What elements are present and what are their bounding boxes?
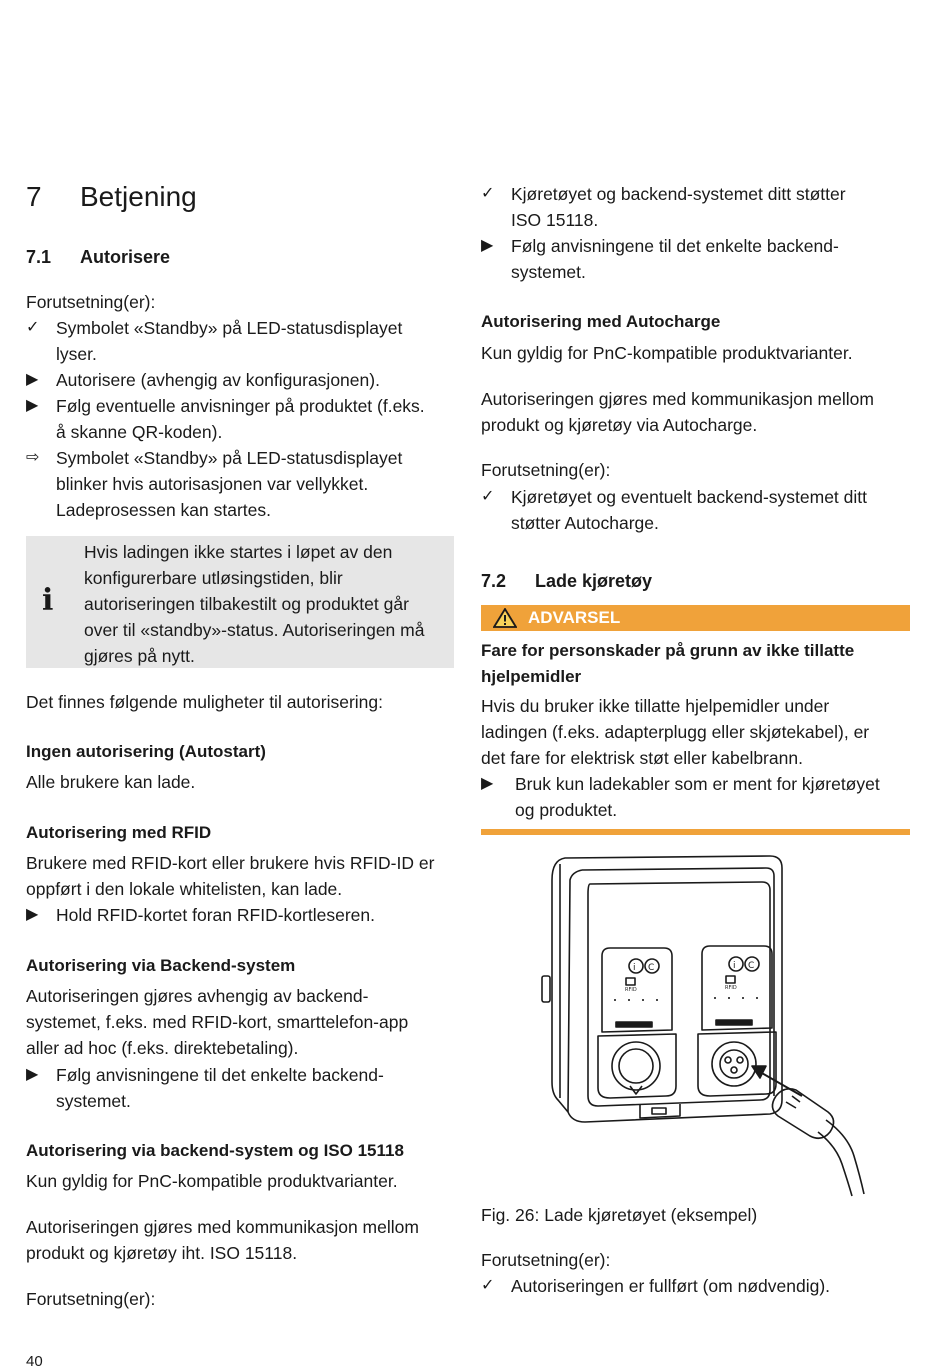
charging-station-illustration: [530, 850, 875, 1200]
section-heading-7-1: [26, 244, 456, 270]
step-arrow-icon: ▶: [26, 1066, 39, 1083]
step-arrow-icon: ▶: [26, 371, 39, 388]
chapter-number: 7: [26, 181, 42, 212]
page-number: 40: [26, 1353, 43, 1370]
chapter-heading: [26, 180, 456, 214]
autocharge-heading: Autorisering med Autocharge: [481, 312, 721, 331]
step-arrow-icon: ▶: [26, 906, 39, 923]
backend-heading: Autorisering via Backend-system: [26, 956, 296, 975]
prereq-label: Forutsetning(er):: [26, 292, 156, 312]
step-arrow-icon: ▶: [26, 397, 39, 414]
charging-station-figure: [530, 850, 875, 1200]
figure-c-label-left: C: [648, 963, 655, 973]
figure-c-label-right: C: [748, 961, 755, 971]
svg-text:i: i: [733, 961, 736, 971]
iso-comm: Autoriseringen gjøres med kommunikasjon mellom produkt og kjøretøy iht. ISO 15118.: [26, 1217, 419, 1263]
chapter-title: Betjening: [80, 181, 197, 212]
list-item: ▶ Hold RFID-kortet foran RFID-kortleseren.: [26, 902, 456, 928]
section-title: Lade kjøretøy: [535, 571, 653, 591]
check-icon: ✓: [481, 185, 495, 202]
info-text: Hvis ladingen ikke startes i løpet av den konfigurerbare utløsingstiden, blir autoriseringen tilbakestilt og produktet går over til «standby»-status. Autoriseringen må gjøres på nytt.: [84, 542, 425, 666]
autostart-text: Alle brukere kan lade.: [26, 772, 196, 792]
section-number: 7.1: [26, 247, 52, 267]
section-number: 7.2: [481, 571, 507, 591]
options-intro: Det finnes følgende muligheter til autorisering:: [26, 692, 383, 712]
section-heading-7-2: [481, 568, 911, 594]
iso-heading: Autorisering via backend-system og ISO 15118: [26, 1141, 404, 1160]
figure-rfid-label-left: RFID: [625, 987, 637, 993]
step-arrow-icon: ▶: [481, 775, 494, 792]
autocharge-prereq: Forutsetning(er):: [481, 460, 611, 480]
info-icon: i: [42, 583, 54, 618]
warning-heading: Fare for personskader på grunn av ikke tillatte hjelpemidler: [481, 641, 855, 686]
list-item: ✓ Autoriseringen er fullført (om nødvendig).: [481, 1273, 911, 1299]
check-icon: ✓: [26, 319, 40, 336]
warning-banner: [481, 605, 910, 631]
check-icon: ✓: [481, 1277, 495, 1294]
info-box: [26, 536, 454, 668]
result-arrow-icon: ⇨: [26, 449, 40, 466]
list-item: ▶ Bruk kun ladekabler som er ment for kjøretøyet og produktet.: [481, 771, 911, 823]
section-title: Autorisere: [80, 247, 171, 267]
backend-text: Autoriseringen gjøres avhengig av backend- systemet, f.eks. med RFID-kort, smarttelefon-app aller ad hoc (f.eks. direktebetaling).: [26, 986, 409, 1058]
figure-caption: Fig. 26: Lade kjøretøyet (eksempel): [481, 1205, 758, 1225]
list-item: ✓ Kjøretøyet og backend-systemet ditt støtter ISO 15118.: [481, 181, 911, 233]
iso-valid: Kun gyldig for PnC-kompatible produktvarianter.: [26, 1171, 398, 1191]
svg-text:i: i: [633, 963, 636, 973]
warning-label: ADVARSEL: [528, 608, 621, 627]
warning-triangle-icon: [493, 608, 517, 636]
list-item: ▶ Autorisere (avhengig av konfigurasjonen).: [26, 367, 456, 393]
autocharge-valid: Kun gyldig for PnC-kompatible produktvarianter.: [481, 343, 853, 363]
list-item: ▶ Følg anvisningene til det enkelte backend- systemet.: [481, 233, 911, 285]
rfid-text: Brukere med RFID-kort eller brukere hvis RFID-ID er oppført i den lokale whitelisten, kan lade.: [26, 853, 435, 899]
warning-body: Hvis du bruker ikke tillatte hjelpemidler under ladingen (f.eks. adapterplugg eller skjøtekabel), er det fare for elektrisk støt eller kabelbrann.: [481, 696, 870, 768]
rfid-heading: Autorisering med RFID: [26, 823, 212, 842]
iso-prereq: Forutsetning(er):: [26, 1289, 156, 1309]
list-item: ⇨ Symbolet «Standby» på LED-statusdisplayet blinker hvis autorisasjonen var vellykket. Ladeprosessen kan startes.: [26, 445, 456, 523]
check-icon: ✓: [481, 488, 495, 505]
step-arrow-icon: ▶: [481, 237, 494, 254]
list-item: ✓ Kjøretøyet og eventuelt backend-systemet ditt støtter Autocharge.: [481, 484, 911, 536]
list-item: ✓ Symbolet «Standby» på LED-statusdisplayet lyser.: [26, 315, 456, 367]
autocharge-comm: Autoriseringen gjøres med kommunikasjon mellom produkt og kjøretøy via Autocharge.: [481, 389, 874, 435]
list-item: ▶ Følg eventuelle anvisninger på produktet (f.eks. å skanne QR-koden).: [26, 393, 456, 445]
final-prereq: Forutsetning(er):: [481, 1250, 611, 1270]
list-item: ▶ Følg anvisningene til det enkelte backend- systemet.: [26, 1062, 456, 1114]
figure-rfid-label-right: RFID: [725, 985, 737, 991]
warning-end-rule: [481, 829, 910, 835]
autostart-heading: Ingen autorisering (Autostart): [26, 742, 266, 761]
